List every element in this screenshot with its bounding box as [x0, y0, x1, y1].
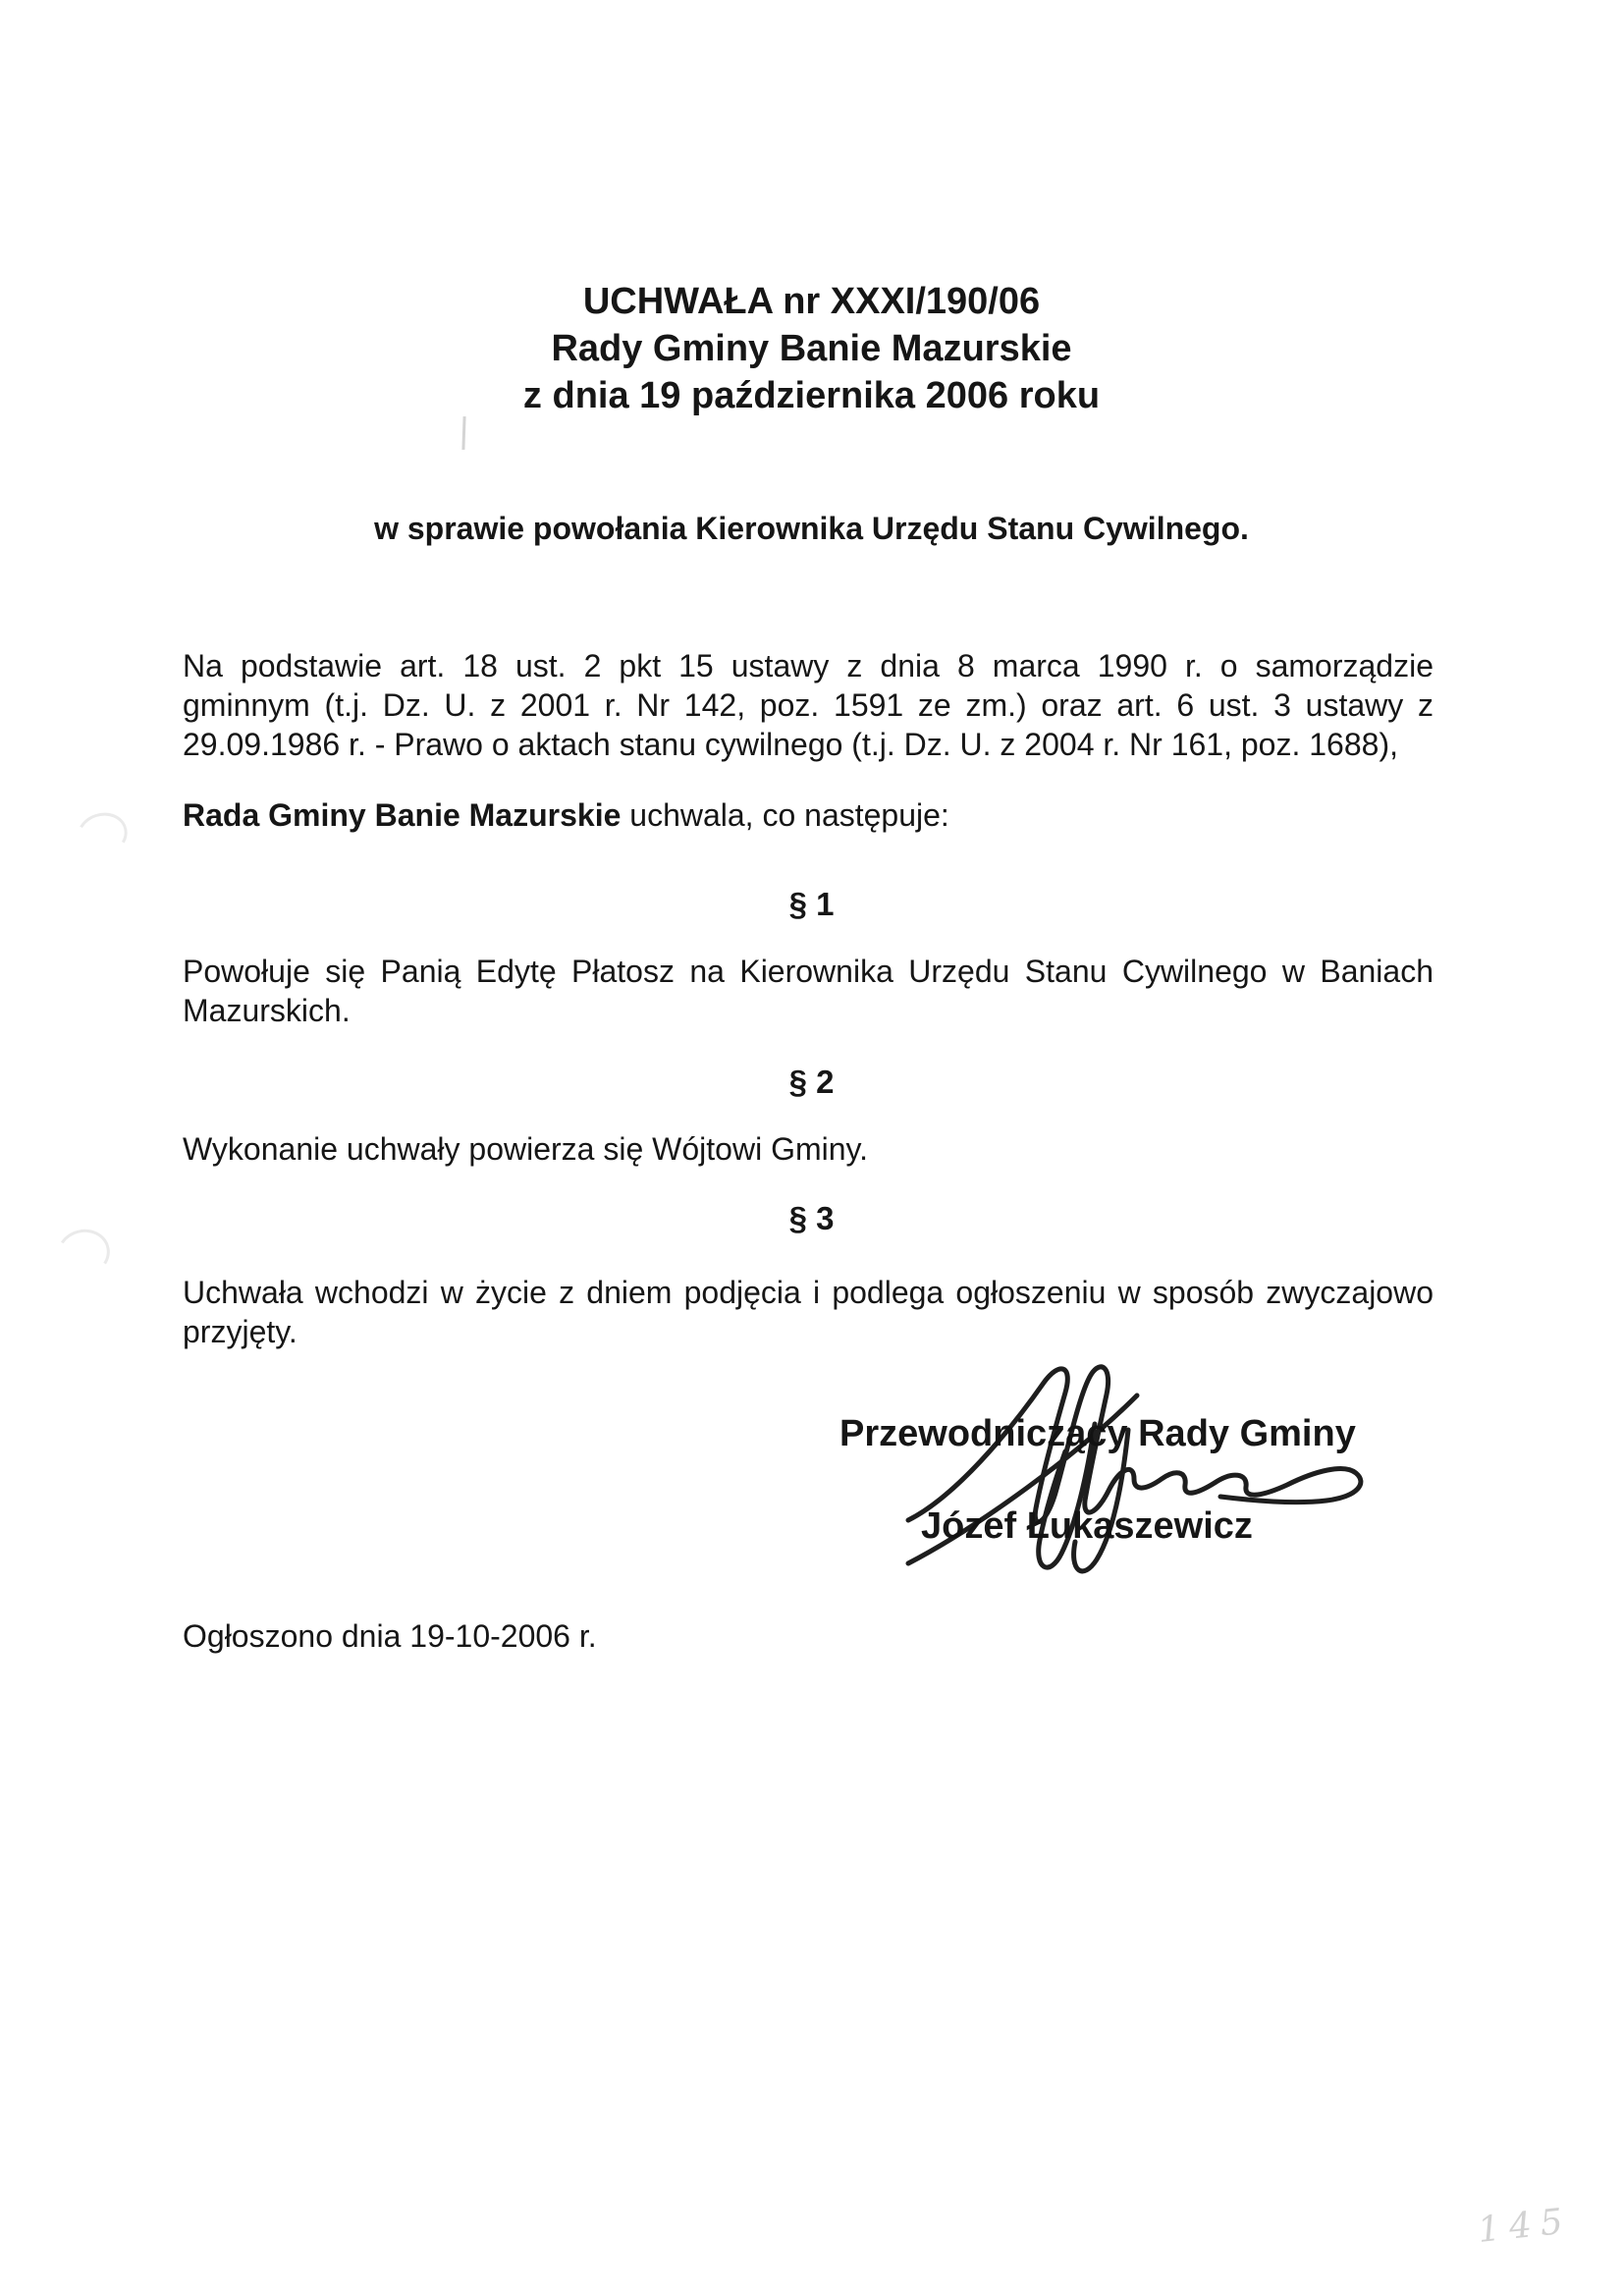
section-1-paragraph: [183, 952, 1434, 1030]
title-line-number: UCHWAŁA nr XXXI/190/06: [582, 281, 1041, 322]
legal-basis-line: Na podstawie art. 18 ust. 2 pkt 15 ustawy z dnia 8 marca 1990 r. o samorządzie: [183, 648, 1434, 683]
section-2-paragraph: [183, 1129, 1434, 1169]
section-1-line: Mazurskich.: [183, 993, 351, 1028]
section-1-label: § 1: [788, 886, 835, 922]
handwritten-page-number: 145: [1476, 2201, 1574, 2251]
legal-basis-line: gminnym (t.j. Dz. U. z 2001 r. Nr 142, poz. 1591 ze zm.) oraz art. 6 ust. 3 ustawy z: [183, 687, 1434, 723]
legal-basis-paragraph: [183, 646, 1434, 764]
legal-basis-line: 29.09.1986 r. - Prawo o aktach stanu cywilnego (t.j. Dz. U. z 2004 r. Nr 161, poz. 1688),: [183, 727, 1398, 762]
title-line-council: Rady Gminy Banie Mazurskie: [551, 328, 1072, 369]
resolution-intro: [183, 795, 949, 835]
section-3-paragraph: [183, 1273, 1434, 1351]
section-3-line: przyjęty.: [183, 1314, 298, 1349]
handwritten-signature-icon: [887, 1361, 1370, 1575]
publication-note: Ogłoszono dnia 19-10-2006 r.: [183, 1618, 597, 1654]
subject-line: w sprawie powołania Kierownika Urzędu Stanu Cywilnego.: [374, 511, 1249, 546]
signature-name: Józef Łukaszewicz: [921, 1505, 1253, 1547]
margin-scan-arc: [71, 806, 133, 863]
title-line-date: z dnia 19 października 2006 roku: [522, 375, 1101, 416]
section-3-label: § 3: [788, 1200, 835, 1236]
intro-bold-text: Rada Gminy Banie Mazurskie: [183, 797, 622, 833]
section-2-label: § 2: [788, 1064, 835, 1100]
section-3-line: Uchwała wchodzi w życie z dniem podjęcia i podlega ogłoszeniu w sposób zwyczajowo: [183, 1275, 1434, 1310]
scan-artifact-dash: [461, 416, 465, 450]
section-1-line: Powołuje się Panią Edytę Płatosz na Kierownika Urzędu Stanu Cywilnego w Baniach: [183, 954, 1434, 989]
signature-role: Przewodniczący Rady Gminy: [839, 1413, 1356, 1454]
document-title: [0, 278, 1623, 419]
section-2-line: Wykonanie uchwały powierza się Wójtowi Gminy.: [183, 1131, 869, 1167]
intro-regular-text: uchwala, co następuje:: [621, 797, 949, 833]
